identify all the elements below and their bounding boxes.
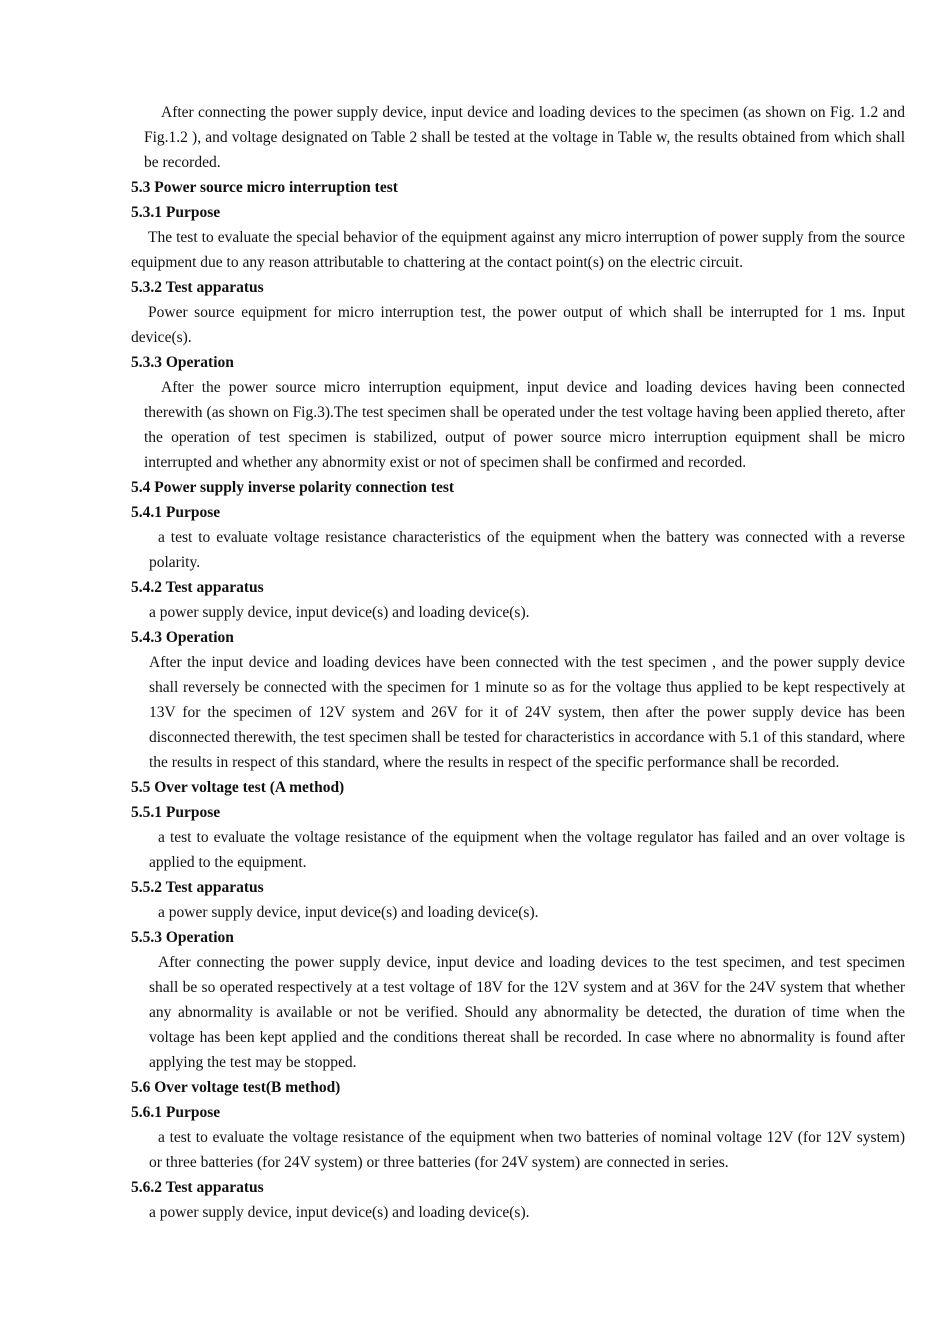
subsection-heading-5-6-2: 5.6.2 Test apparatus (131, 1179, 264, 1196)
subsection-heading-5-5-2: 5.5.2 Test apparatus (131, 879, 264, 896)
paragraph-5-6-1: a test to evaluate the voltage resistance of the equipment when two batteries of nominal voltage 12V (for 12V system) or three batteries (for 24V system) or three batteries (for 24V system) are connected in series. (149, 1129, 905, 1171)
paragraph-5-5-1: a test to evaluate the voltage resistance of the equipment when the voltage regulator has failed and an over voltage is applied to the equipment. (149, 829, 905, 871)
subsection-heading-5-3-1: 5.3.1 Purpose (131, 204, 221, 221)
paragraph-5-4-2: a power supply device, input device(s) and loading device(s). (149, 604, 530, 621)
subsection-heading-5-6-1: 5.6.1 Purpose (131, 1104, 221, 1121)
paragraph-5-5-2: a power supply device, input device(s) and loading device(s). (158, 904, 539, 921)
section-heading-5-5: 5.5 Over voltage test (A method) (131, 779, 345, 796)
paragraph-5-5-3: After connecting the power supply device, input device and loading devices to the test specimen, and test specimen shall be so operated respectively at a test voltage of 18V for the 12V system and at 36V for the 24V system that whether any abnormality is available or not be verified. Should any abnormality be detected, the duration of time when the voltage has been kept applied and the conditions thereat shall be recorded. In case where no abnormality is found after applying the test may be stopped. (149, 954, 905, 1071)
subsection-heading-5-4-2: 5.4.2 Test apparatus (131, 579, 264, 596)
subsection-heading-5-5-3: 5.5.3 Operation (131, 929, 234, 946)
paragraph-5-3-1: The test to evaluate the special behavior of the equipment against any micro interruption of power supply from the source equipment due to any reason attributable to chattering at the contact point(s) on the electric circuit. (131, 229, 905, 271)
document-page (131, 100, 905, 1225)
section-heading-5-4: 5.4 Power supply inverse polarity connection test (131, 479, 455, 496)
subsection-heading-5-4-3: 5.4.3 Operation (131, 629, 234, 646)
paragraph-5-4-3: After the input device and loading devices have been connected with the test specimen , and the power supply device shall reversely be connected with the specimen for 1 minute so as for the voltage thus applied to be kept respectively at 13V for the specimen of 12V system and 26V for it of 24V system, then after the power supply device has been disconnected therewith, the test specimen shall be tested for characteristics in accordance with 5.1 of this standard, where the results in respect of this standard, where the results in respect of the specific performance shall be recorded. (149, 654, 905, 771)
paragraph-5-6-2: a power supply device, input device(s) and loading device(s). (149, 1204, 530, 1221)
subsection-heading-5-5-1: 5.5.1 Purpose (131, 804, 221, 821)
section-heading-5-6: 5.6 Over voltage test(B method) (131, 1079, 341, 1096)
subsection-heading-5-3-3: 5.3.3 Operation (131, 354, 234, 371)
section-heading-5-3: 5.3 Power source micro interruption test (131, 179, 398, 196)
subsection-heading-5-4-1: 5.4.1 Purpose (131, 504, 221, 521)
paragraph-5-3-2: Power source equipment for micro interruption test, the power output of which shall be interrupted for 1 ms. Input device(s). (131, 304, 905, 346)
paragraph-5-4-1: a test to evaluate voltage resistance characteristics of the equipment when the battery was connected with a reverse polarity. (149, 529, 905, 571)
paragraph-5-3-3: After the power source micro interruption equipment, input device and loading devices having been connected therewith (as shown on Fig.3).The test specimen shall be operated under the test voltage having been applied thereto, after the operation of test specimen is stabilized, output of power source micro interruption equipment shall be micro interrupted and whether any abnormity exist or not of specimen shall be confirmed and recorded. (144, 379, 905, 471)
subsection-heading-5-3-2: 5.3.2 Test apparatus (131, 279, 264, 296)
paragraph-intro: After connecting the power supply device, input device and loading devices to the specimen (as shown on Fig. 1.2 and Fig.1.2 ), and voltage designated on Table 2 shall be tested at the voltage in Table w, the results obtained from which shall be recorded. (144, 104, 905, 171)
